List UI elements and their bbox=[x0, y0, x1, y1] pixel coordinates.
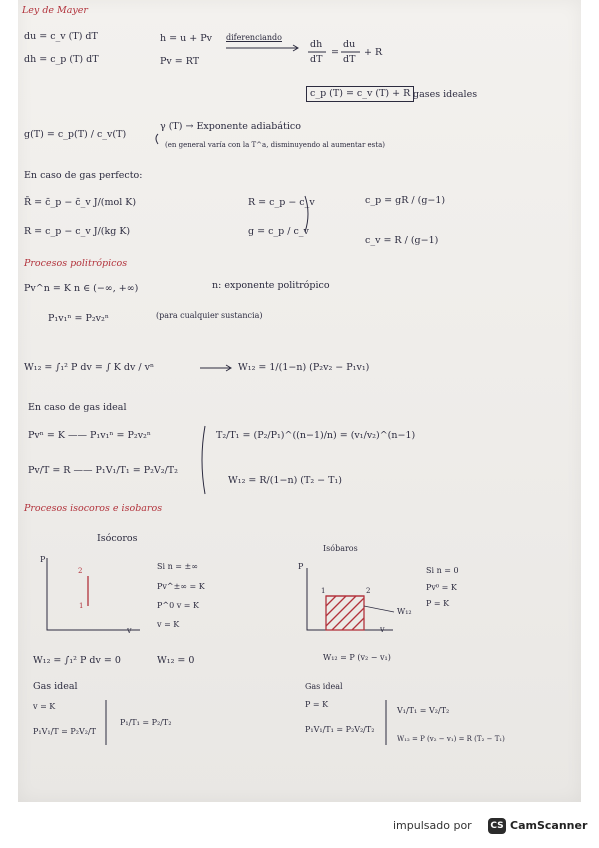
polytropic-work-result: W₁₂ = 1/(1−n) (P₂v₂ − P₁v₁) bbox=[238, 362, 370, 373]
isochoric-point-2: 2 bbox=[78, 567, 83, 575]
powered-by-label: impulsado por bbox=[393, 819, 472, 832]
specific-gas-constant: R = c_p − c_v J/(kg K) bbox=[24, 226, 131, 237]
polytropic-heading: Procesos politrópicos bbox=[24, 258, 128, 269]
gamma-brace bbox=[156, 134, 158, 144]
isobaric-title: Isóbaros bbox=[323, 544, 358, 553]
ideal-gas-brace bbox=[202, 426, 205, 494]
isochoric-isobaric-heading: Procesos isocoros e isobaros bbox=[24, 503, 163, 514]
du-dt-denominator: dT bbox=[343, 54, 356, 65]
isobaric-cond-1: Si n = 0 bbox=[426, 566, 459, 575]
molar-gas-constant: R̄ = c̄_p − c̄_v J/(mol K) bbox=[24, 197, 137, 208]
isochoric-cond-2: Pv^±∞ = K bbox=[157, 582, 205, 591]
differentiating-label: diferenciando bbox=[226, 33, 282, 42]
isochoric-cond-3: P^0 v = K bbox=[157, 601, 200, 610]
isochoric-work-zero: W₁₂ = 0 bbox=[157, 655, 195, 666]
isochoric-work-integral: W₁₂ = ∫₁² P dv = 0 bbox=[33, 655, 121, 666]
polytropic-work-integral: W₁₂ = ∫₁² P dv = ∫ K dv / vⁿ bbox=[24, 362, 155, 373]
perfect-gas-heading: En caso de gas perfecto: bbox=[24, 170, 143, 181]
mayer-relation-box: c_p (T) = c_v (T) + R bbox=[306, 86, 414, 102]
isochoric-ideal-gas-heading: Gas ideal bbox=[33, 681, 78, 692]
isochoric-title: Isócoros bbox=[97, 533, 138, 544]
camscanner-brand: CamScanner bbox=[510, 819, 588, 832]
plus-r: + R bbox=[364, 47, 383, 58]
isochoric-axes bbox=[47, 558, 140, 630]
isobaric-result: V₁/T₁ = V₂/T₂ bbox=[397, 706, 450, 715]
gamma-definition: g(T) = c_p(T) / c_v(T) bbox=[24, 129, 127, 140]
ideal-polytropic-law: Pvⁿ = K —— P₁v₁ⁿ = P₂v₂ⁿ bbox=[28, 430, 151, 441]
isobaric-work-pointer bbox=[364, 606, 394, 612]
du-dt-numerator: du bbox=[343, 39, 356, 50]
any-substance-note: (para cualquier sustancia) bbox=[156, 311, 263, 320]
isobaric-work: W₁₂ = P (v₂ − v₁) bbox=[323, 653, 391, 662]
page-title: Ley de Mayer bbox=[22, 5, 88, 16]
enthalpy-definition: h = u + Pv bbox=[160, 33, 212, 44]
isobaric-work-result: W₁₂ = P (v₂ − v₁) = R (T₂ − T₁) bbox=[397, 735, 505, 743]
perfect-gas-bracket bbox=[305, 196, 308, 232]
isochoric-p-axis-label: P bbox=[40, 555, 46, 564]
isochoric-result: P₁/T₁ = P₂/T₂ bbox=[120, 718, 172, 727]
temperature-ratio: T₂/T₁ = (P₂/P₁)^((n−1)/n) = (v₁/v₂)^(n−1) bbox=[216, 430, 416, 441]
cp-formula: c_p = gR / (g−1) bbox=[365, 195, 446, 206]
ideal-state-relation: Pv/T = R —— P₁V₁/T₁ = P₂V₂/T₂ bbox=[28, 465, 178, 476]
dh-equation: dh = c_p (T) dT bbox=[24, 54, 99, 65]
gamma-temperature-note: (en general varía con la T^a, disminuyendo al aumentar esta) bbox=[165, 141, 385, 149]
dh-dt-denominator: dT bbox=[310, 54, 323, 65]
isochoric-v-constant: v = K bbox=[33, 702, 56, 711]
camscanner-logo: CS bbox=[488, 818, 506, 834]
isobaric-cond-2: Pv⁰ = K bbox=[426, 583, 457, 592]
isobaric-axes bbox=[307, 568, 393, 630]
isochoric-cond-4: v = K bbox=[157, 620, 180, 629]
isochoric-point-1: 1 bbox=[79, 602, 84, 610]
isobaric-cond-3: P = K bbox=[426, 599, 450, 608]
isobaric-p-axis-label: P bbox=[298, 562, 304, 571]
isobaric-state-relation: P₁V₁/T₁ = P₂V₂/T₂ bbox=[305, 725, 375, 734]
isobaric-ideal-gas-heading: Gas ideal bbox=[305, 682, 343, 691]
ideal-gas-law: Pv = RT bbox=[160, 56, 200, 67]
ideal-polytropic-work: W₁₂ = R/(1−n) (T₂ − T₁) bbox=[228, 475, 342, 486]
isobaric-hatching bbox=[326, 596, 364, 630]
ideal-gases-note: gases ideales bbox=[413, 89, 478, 100]
isobaric-p-constant: P = K bbox=[305, 700, 329, 709]
isochoric-v-axis-label: v bbox=[127, 626, 132, 635]
isochoric-state-relation: P₁V₁/T = P₂V₂/T bbox=[33, 727, 96, 736]
isobaric-work-label: W₁₂ bbox=[397, 607, 412, 616]
r-relation: R = c_p − c_v bbox=[248, 197, 315, 208]
ideal-gas-heading: En caso de gas ideal bbox=[28, 402, 127, 413]
adiabatic-exponent-note: γ (T) → Exponente adiabático bbox=[160, 121, 301, 132]
dh-dt-numerator: dh bbox=[310, 39, 323, 50]
polytropic-states: P₁v₁ⁿ = P₂v₂ⁿ bbox=[48, 313, 109, 324]
cv-formula: c_v = R / (g−1) bbox=[365, 235, 439, 246]
isobaric-point-2: 2 bbox=[366, 587, 371, 595]
polytropic-law: Pv^n = K n ∈ (−∞, +∞) bbox=[24, 283, 139, 294]
du-equation: du = c_v (T) dT bbox=[24, 31, 98, 42]
isobaric-v-axis-label: v bbox=[380, 625, 385, 634]
equals-sign: = bbox=[331, 47, 339, 58]
gamma-ratio: g = c_p / c_v bbox=[248, 226, 309, 237]
polytropic-exponent-note: n: exponente politrópico bbox=[212, 280, 330, 291]
isochoric-cond-1: Si n = ±∞ bbox=[157, 562, 198, 571]
isobaric-point-1: 1 bbox=[321, 587, 326, 595]
